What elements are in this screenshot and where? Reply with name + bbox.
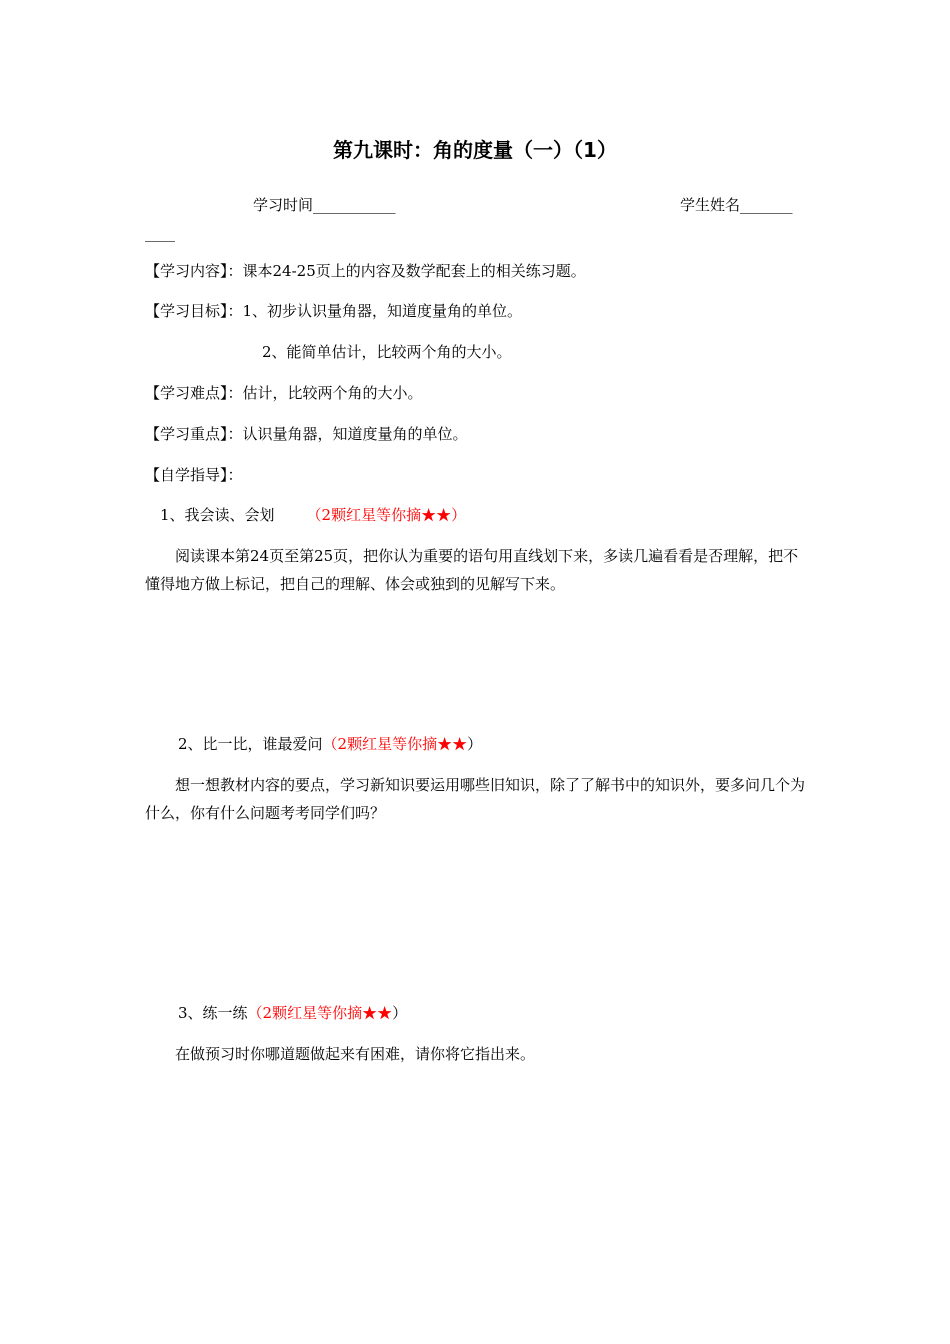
- task-1-text: 阅读课本第24页至第25页，把你认为重要的语句用直线划下来，多读几遍看看是否理解，把不懂得地方做上标记，把自己的理解、体会或独到的见解写下来。: [145, 547, 799, 593]
- study-time-field: 学习时间___________: [253, 196, 396, 214]
- task-3-text: 在做预习时你哪道题做起来有困难，请你将它指出来。: [175, 1045, 536, 1063]
- study-content-text: ：课本24-25页上的内容及数学配套上的相关练习题。: [227, 262, 586, 280]
- task-3-heading: 3、练一练: [178, 1004, 248, 1022]
- name-underline-continued: ____: [145, 224, 175, 242]
- task-2-text: 想一想教材内容的要点，学习新知识要运用哪些旧知识，除了了解书中的知识外，要多问几个为什么，你有什么问题考考同学们吗？: [145, 776, 806, 822]
- task-1-heading: 1、我会读、会划: [160, 506, 275, 524]
- task-3-heading-row: [178, 1002, 407, 1024]
- study-goal-text-1: ：1、初步认识量角器，知道度量角的单位。: [227, 302, 523, 320]
- self-study-guide-colon: ：: [227, 466, 243, 484]
- study-goal-label: 【学习目标】: [145, 302, 228, 320]
- study-goal-text-2: 2、能简单估计，比较两个角的大小。: [262, 343, 512, 361]
- study-goal-row: [145, 300, 522, 322]
- task-1-reward: （2颗红星等你摘★★）: [306, 506, 467, 524]
- task-2-reward-close: ）: [467, 735, 483, 753]
- task-1-heading-row: [160, 504, 466, 526]
- study-difficulty-text: ：估计，比较两个角的大小。: [227, 384, 423, 402]
- study-difficulty-row: [145, 382, 423, 404]
- study-content-label: 【学习内容】: [145, 262, 228, 280]
- task-3-reward-close: ）: [392, 1004, 408, 1022]
- study-key-label: 【学习重点】: [145, 425, 228, 443]
- task-3-reward: （2颗红星等你摘★★: [247, 1004, 393, 1022]
- self-study-guide-row: [145, 464, 243, 486]
- task-2-heading: 2、比一比，谁最爱问: [178, 735, 323, 753]
- self-study-guide-label: 【自学指导】: [145, 466, 228, 484]
- student-name-field: 学生姓名_______: [680, 196, 793, 214]
- task-2-reward: （2颗红星等你摘★★: [322, 735, 468, 753]
- task-2-heading-row: [178, 733, 482, 755]
- study-content-row: [145, 260, 586, 282]
- page-title: 第九课时：角的度量（一）（1）: [333, 138, 617, 162]
- study-key-text: ：认识量角器，知道度量角的单位。: [227, 425, 468, 443]
- study-difficulty-label: 【学习难点】: [145, 384, 228, 402]
- study-key-row: [145, 423, 468, 445]
